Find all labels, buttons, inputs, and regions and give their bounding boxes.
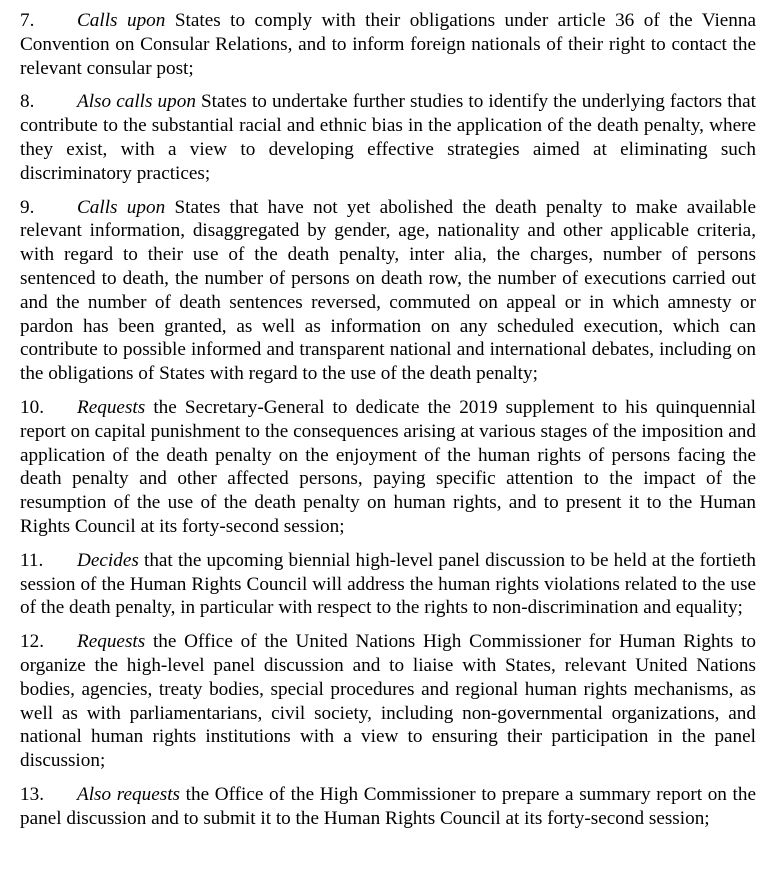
paragraph-8 [20,90,756,185]
paragraph-lead: Requests [77,396,146,418]
paragraph-number: 11. [20,549,44,571]
paragraph-text: the Secretary-General to dedicate the 2019 supplement to his quinquennial report on capital punishment to the consequences arising at various stages of the imposition and application of the death penalty on the enjoyment of the human rights of persons facing the death penalty and other affected persons, paying specific attention to the impact of the resumption of the use of the death penalty on human rights, and to present it to the Human Rights Council at its forty-second session; [20,396,756,537]
paragraph-text: the Office of the High Commissioner to prepare a summary report on the panel discussion and to submit it to the Human Rights Council at its forty-second session; [20,783,756,829]
paragraph-10 [20,396,756,539]
paragraph-7 [20,9,756,80]
paragraph-lead: Also calls upon [77,91,196,113]
paragraph-lead: Also requests [77,783,180,805]
paragraph-11 [20,549,756,620]
paragraph-number: 8. [20,91,35,113]
paragraph-number: 13. [20,783,44,805]
paragraph-text: the Office of the United Nations High Commissioner for Human Rights to organize the high-level panel discussion and to liaise with States, relevant United Nations bodies, agencies, treaty bodies, special procedures and regional human rights mechanisms, as well as with parliamentarians, civil society, including non-governmental organizations, and national human rights institutions with a view to ensuring their participation in the panel discussion; [20,631,756,772]
paragraph-text: States that have not yet abolished the death penalty to make available relevant information, disaggregated by gender, age, nationality and other applicable criteria, with regard to their use of the death penalty, inter alia, the charges, number of persons sentenced to death, the number of persons on death row, the number of executions carried out and the number of death sentences reversed, commuted on appeal or in which amnesty or pardon has been granted, as well as information on any scheduled execution, which can contribute to possible informed and transparent national and international debates, including on the obligations of States with regard to the use of the death penalty; [20,196,756,385]
paragraph-number: 9. [20,196,35,218]
paragraph-lead: Calls upon [77,196,166,218]
paragraph-lead: Decides [77,549,139,571]
paragraph-text: States to undertake further studies to identify the underlying factors that contribute to the substantial racial and ethnic bias in the application of the death penalty, where they exist, with a view to developing effective strategies aimed at eliminating such discriminatory practices; [20,91,756,184]
paragraph-text: that the upcoming biennial high-level panel discussion to be held at the fortieth session of the Human Rights Council will address the human rights violations related to the use of the death penalty, in particular with respect to the rights to non-discrimination and equality; [20,549,756,619]
paragraph-number: 7. [20,10,35,31]
paragraph-number: 10. [20,396,44,418]
paragraph-number: 12. [20,631,44,653]
paragraph-text: States to comply with their obligations under article 36 of the Vienna Convention on Consular Relations, and to inform foreign nationals of their right to contact the relevant consular post; [20,10,756,79]
paragraph-lead: Requests [77,631,146,653]
paragraph-12 [20,630,756,773]
paragraph-lead: Calls upon [77,10,166,31]
paragraph-13 [20,783,756,831]
paragraph-9 [20,196,756,386]
